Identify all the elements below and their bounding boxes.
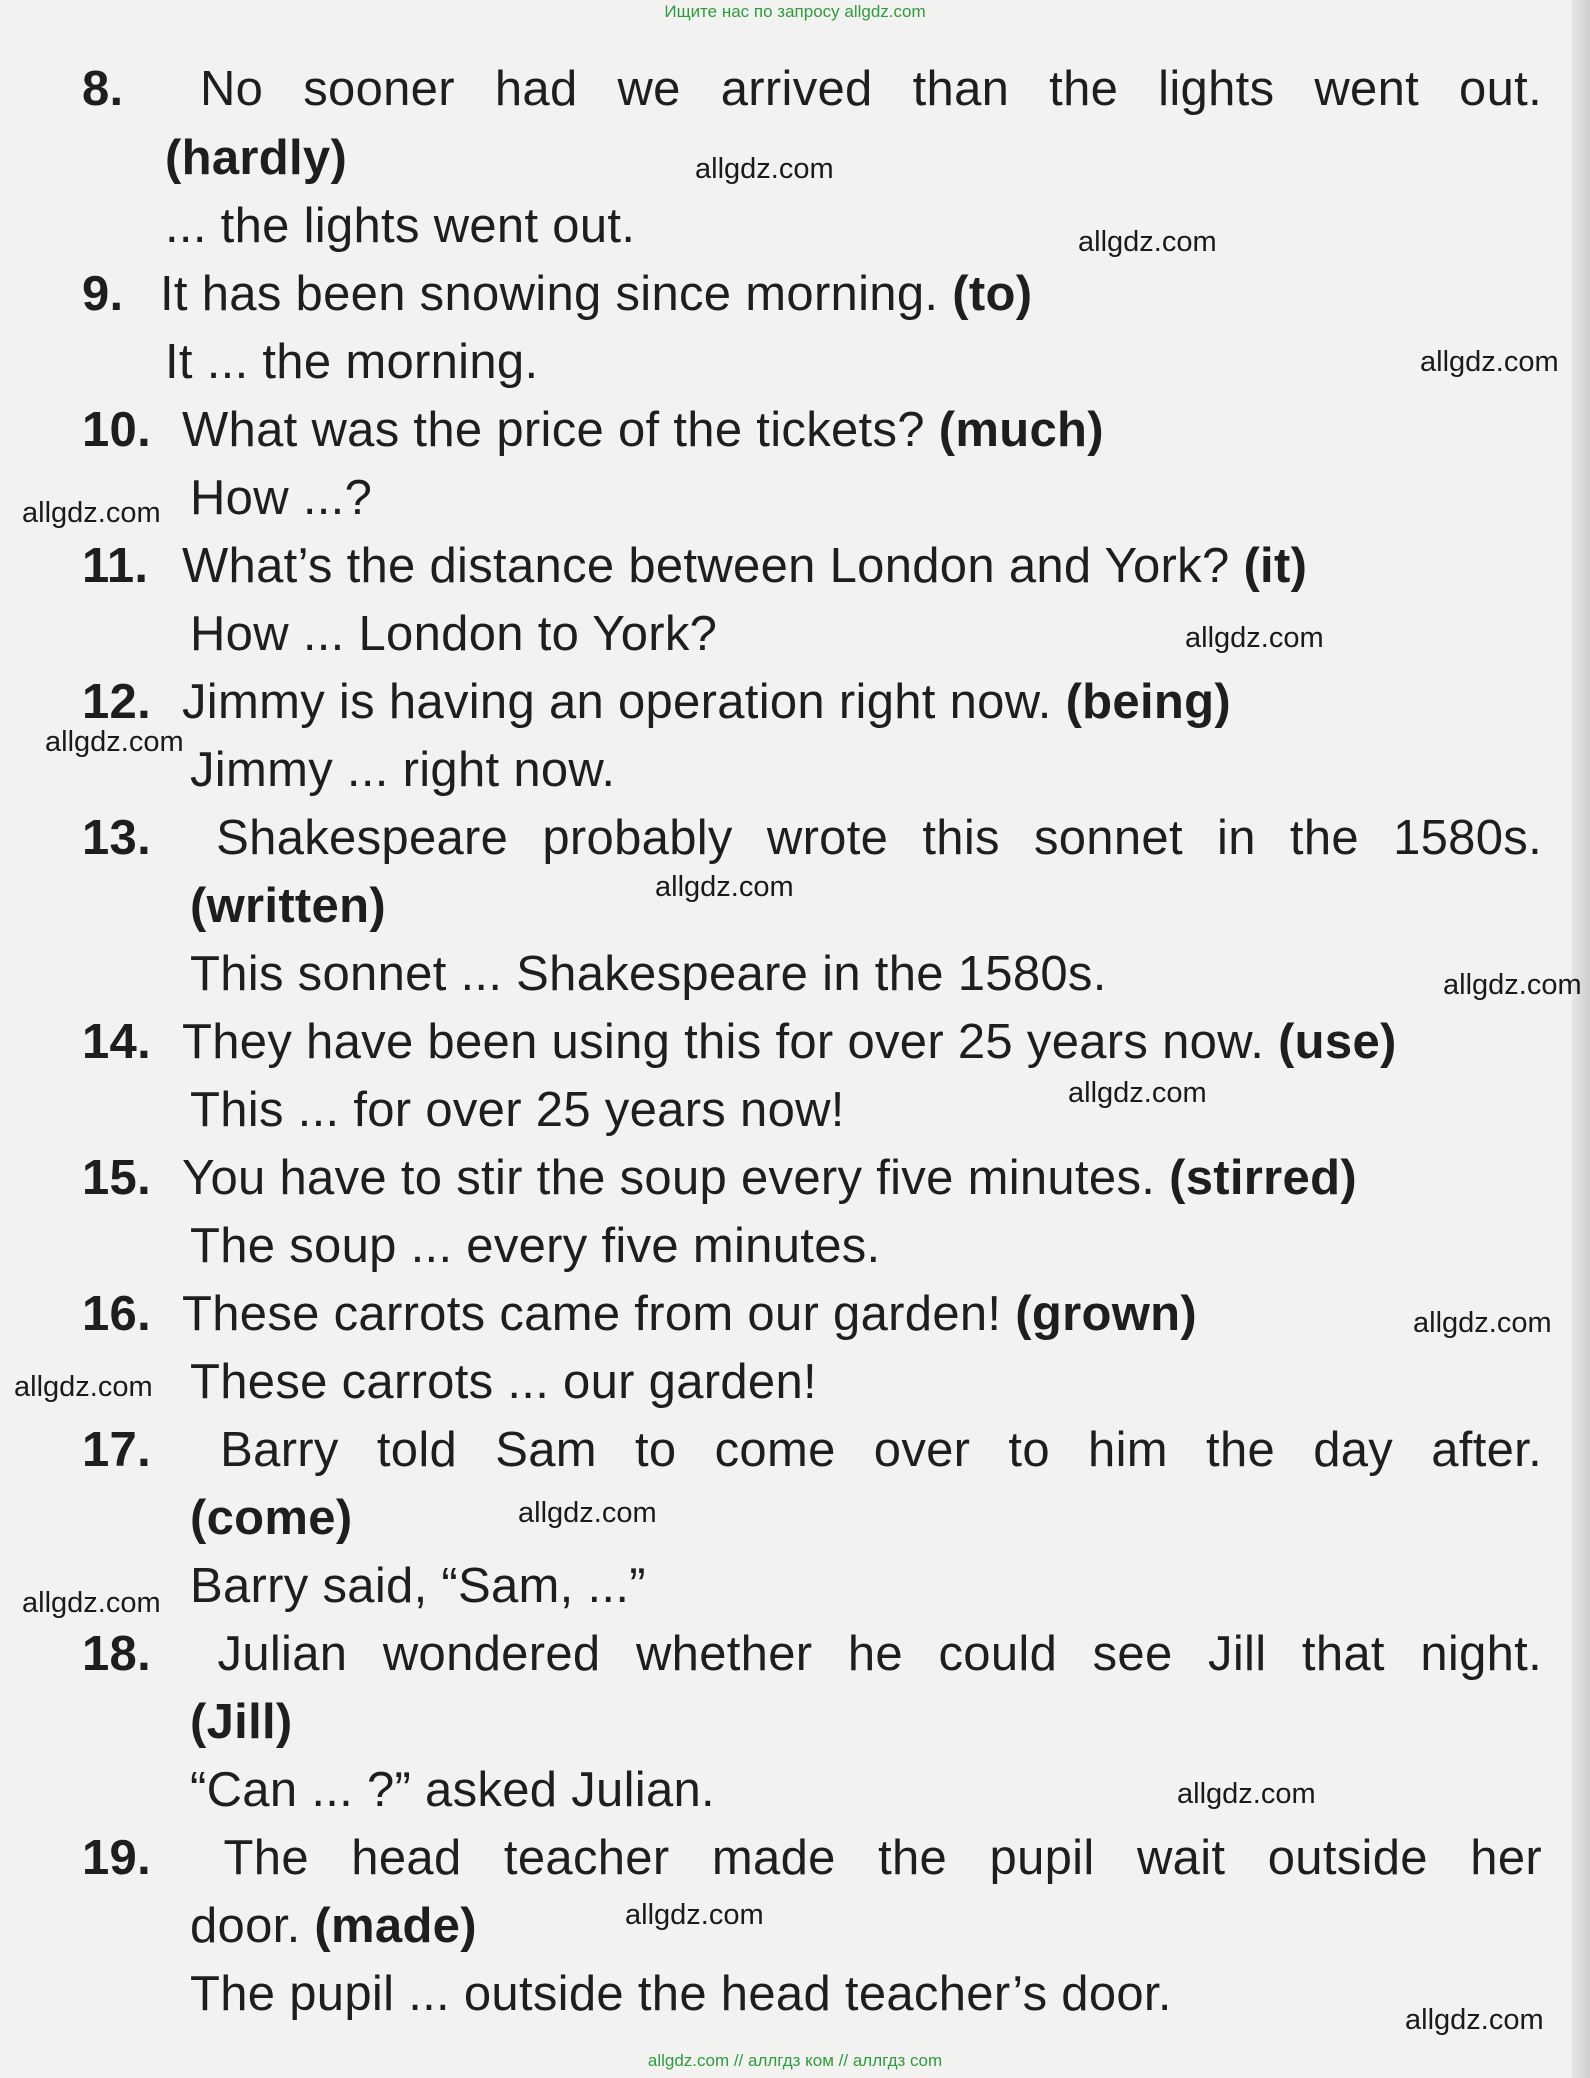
item-12-answer: Jimmy ... right now. bbox=[190, 743, 616, 797]
item-16-answer: These carrots ... our garden! bbox=[190, 1355, 817, 1409]
item-18-sentence: 18. Julian wondered whether he could see Jill that night. bbox=[82, 1627, 1542, 1681]
item-10-answer: How ...? bbox=[190, 471, 373, 525]
footer-note: allgdz.com // аллгдз ком // аллгдз com bbox=[647, 2051, 943, 2070]
watermark: allgdz.com bbox=[518, 1497, 657, 1529]
watermark: allgdz.com bbox=[1068, 1077, 1207, 1109]
item-9-answer: It ... the morning. bbox=[165, 335, 539, 389]
watermark: allgdz.com bbox=[1177, 1778, 1316, 1810]
item-8-keyword: (hardly) bbox=[165, 131, 348, 185]
watermark: allgdz.com bbox=[1405, 2004, 1544, 2036]
item-19-sentence: 19. The head teacher made the pupil wait outside her bbox=[82, 1831, 1542, 1885]
watermark: allgdz.com bbox=[22, 497, 161, 529]
item-19-sentence-continued: door. (made) bbox=[190, 1899, 477, 1953]
item-15-answer: The soup ... every five minutes. bbox=[190, 1219, 881, 1273]
site-notice: Ищите нас по запросу allgdz.com bbox=[664, 2, 926, 21]
watermark: allgdz.com bbox=[1420, 346, 1559, 378]
item-11-answer: How ... London to York? bbox=[190, 607, 718, 661]
item-18-answer: “Can ... ?” asked Julian. bbox=[190, 1763, 715, 1817]
watermark: allgdz.com bbox=[1413, 1307, 1552, 1339]
item-13-sentence: 13. Shakespeare probably wrote this sonnet in the 1580s. bbox=[82, 811, 1542, 865]
item-9-sentence: 9. It has been snowing since morning. (to) bbox=[82, 267, 1033, 321]
watermark: allgdz.com bbox=[45, 726, 184, 758]
item-14-answer: This ... for over 25 years now! bbox=[190, 1083, 845, 1137]
watermark: allgdz.com bbox=[655, 871, 794, 903]
item-16-sentence: 16. These carrots came from our garden! (grown) bbox=[82, 1287, 1197, 1341]
watermark: allgdz.com bbox=[22, 1587, 161, 1619]
watermark: allgdz.com bbox=[695, 153, 834, 185]
item-13-answer: This sonnet ... Shakespeare in the 1580s. bbox=[190, 947, 1107, 1001]
item-14-sentence: 14. They have been using this for over 25 years now. (use) bbox=[82, 1015, 1397, 1069]
watermark: allgdz.com bbox=[1185, 622, 1324, 654]
item-17-sentence: 17. Barry told Sam to come over to him the day after. bbox=[82, 1423, 1542, 1477]
item-10-sentence: 10. What was the price of the tickets? (much) bbox=[82, 403, 1104, 457]
item-8-answer: ... the lights went out. bbox=[165, 199, 636, 253]
item-13-keyword: (written) bbox=[190, 879, 386, 933]
watermark: allgdz.com bbox=[14, 1371, 153, 1403]
item-12-sentence: 12. Jimmy is having an operation right now. (being) bbox=[82, 675, 1231, 729]
item-18-keyword: (Jill) bbox=[190, 1695, 293, 1749]
watermark: allgdz.com bbox=[625, 1899, 764, 1931]
item-15-sentence: 15. You have to stir the soup every five minutes. (stirred) bbox=[82, 1151, 1357, 1205]
item-17-answer: Barry said, “Sam, ...” bbox=[190, 1559, 646, 1613]
watermark: allgdz.com bbox=[1443, 969, 1582, 1001]
watermark: allgdz.com bbox=[1078, 226, 1217, 258]
item-8-sentence: 8. No sooner had we arrived than the lights went out. bbox=[82, 62, 1542, 116]
item-19-answer: The pupil ... outside the head teacher’s door. bbox=[190, 1967, 1172, 2021]
item-11-sentence: 11. What’s the distance between London and York? (it) bbox=[82, 539, 1308, 593]
item-17-keyword: (come) bbox=[190, 1491, 353, 1545]
